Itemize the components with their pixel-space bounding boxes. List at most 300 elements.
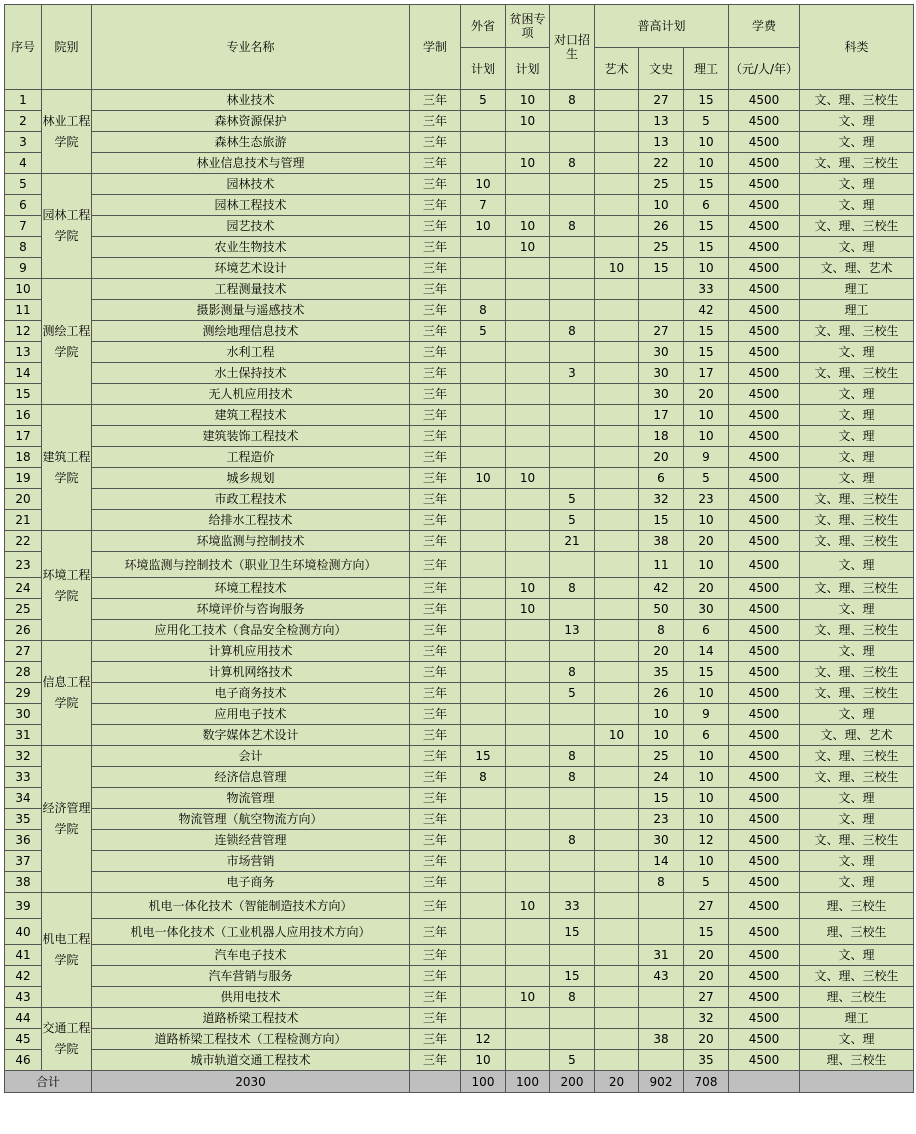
poverty-plan — [506, 966, 550, 987]
liberal-plan: 38 — [639, 531, 684, 552]
counterpart-plan — [550, 342, 595, 363]
duration: 三年 — [410, 1008, 461, 1029]
subject: 理、三校生 — [800, 893, 914, 919]
fee: 4500 — [729, 725, 800, 746]
fee: 4500 — [729, 342, 800, 363]
liberal-plan: 32 — [639, 489, 684, 510]
liberal-plan: 15 — [639, 788, 684, 809]
art-plan — [595, 132, 639, 153]
college-name: 环境工程学院 — [42, 531, 92, 641]
row-no: 35 — [5, 809, 42, 830]
out-province-plan — [461, 510, 506, 531]
poverty-plan — [506, 746, 550, 767]
row-no: 40 — [5, 919, 42, 945]
science-plan: 20 — [684, 531, 729, 552]
total-out-province: 100 — [461, 1071, 506, 1093]
table-row — [5, 258, 914, 279]
counterpart-plan: 33 — [550, 893, 595, 919]
out-province-plan — [461, 966, 506, 987]
out-province-plan — [461, 919, 506, 945]
poverty-plan — [506, 174, 550, 195]
major-name: 林业技术 — [92, 90, 410, 111]
subject: 理工 — [800, 279, 914, 300]
college-name: 林业工程学院 — [42, 90, 92, 174]
out-province-plan: 10 — [461, 216, 506, 237]
subject: 文、理、三校生 — [800, 683, 914, 704]
major-name: 环境监测与控制技术 — [92, 531, 410, 552]
table-row — [5, 384, 914, 405]
header-college: 院别 — [42, 5, 92, 90]
fee: 4500 — [729, 851, 800, 872]
liberal-plan: 10 — [639, 195, 684, 216]
row-no: 33 — [5, 767, 42, 788]
science-plan: 6 — [684, 620, 729, 641]
science-plan: 5 — [684, 111, 729, 132]
row-no: 27 — [5, 641, 42, 662]
liberal-plan: 11 — [639, 552, 684, 578]
poverty-plan — [506, 321, 550, 342]
liberal-plan: 10 — [639, 725, 684, 746]
science-plan: 20 — [684, 945, 729, 966]
fee: 4500 — [729, 620, 800, 641]
science-plan: 10 — [684, 153, 729, 174]
fee: 4500 — [729, 300, 800, 321]
header-science: 理工 — [684, 48, 729, 90]
duration: 三年 — [410, 662, 461, 683]
subject: 文、理 — [800, 468, 914, 489]
duration: 三年 — [410, 489, 461, 510]
science-plan: 15 — [684, 342, 729, 363]
art-plan — [595, 704, 639, 725]
major-name: 水土保持技术 — [92, 363, 410, 384]
art-plan — [595, 1008, 639, 1029]
college-name: 建筑工程学院 — [42, 405, 92, 531]
fee: 4500 — [729, 405, 800, 426]
total-counterpart: 200 — [550, 1071, 595, 1093]
college-name: 测绘工程学院 — [42, 279, 92, 405]
duration: 三年 — [410, 405, 461, 426]
science-plan: 6 — [684, 195, 729, 216]
row-no: 2 — [5, 111, 42, 132]
out-province-plan — [461, 279, 506, 300]
duration: 三年 — [410, 620, 461, 641]
header-fee: 学费 — [729, 5, 800, 48]
counterpart-plan: 13 — [550, 620, 595, 641]
counterpart-plan: 5 — [550, 510, 595, 531]
liberal-plan: 18 — [639, 426, 684, 447]
fee: 4500 — [729, 363, 800, 384]
poverty-plan — [506, 641, 550, 662]
subject: 文、理、三校生 — [800, 90, 914, 111]
duration: 三年 — [410, 426, 461, 447]
liberal-plan: 14 — [639, 851, 684, 872]
major-name: 工程造价 — [92, 447, 410, 468]
out-province-plan — [461, 552, 506, 578]
poverty-plan — [506, 1050, 550, 1071]
fee: 4500 — [729, 683, 800, 704]
subject: 文、理 — [800, 384, 914, 405]
subject: 文、理、三校生 — [800, 531, 914, 552]
row-no: 5 — [5, 174, 42, 195]
row-no: 46 — [5, 1050, 42, 1071]
header-liberal: 文史 — [639, 48, 684, 90]
fee: 4500 — [729, 384, 800, 405]
header-major: 专业名称 — [92, 5, 410, 90]
counterpart-plan — [550, 945, 595, 966]
header-subject: 科类 — [800, 5, 914, 90]
poverty-plan — [506, 662, 550, 683]
art-plan — [595, 90, 639, 111]
table-row — [5, 872, 914, 893]
total-subject — [800, 1071, 914, 1093]
poverty-plan — [506, 788, 550, 809]
subject: 理工 — [800, 300, 914, 321]
liberal-plan — [639, 300, 684, 321]
out-province-plan: 10 — [461, 1050, 506, 1071]
major-name: 环境艺术设计 — [92, 258, 410, 279]
major-name: 经济信息管理 — [92, 767, 410, 788]
out-province-plan: 5 — [461, 90, 506, 111]
fee: 4500 — [729, 447, 800, 468]
fee: 4500 — [729, 872, 800, 893]
poverty-plan: 10 — [506, 468, 550, 489]
fee: 4500 — [729, 153, 800, 174]
row-no: 32 — [5, 746, 42, 767]
row-no: 24 — [5, 578, 42, 599]
duration: 三年 — [410, 872, 461, 893]
row-no: 13 — [5, 342, 42, 363]
subject: 文、理 — [800, 599, 914, 620]
table-row — [5, 468, 914, 489]
subject: 文、理、三校生 — [800, 216, 914, 237]
total-major: 2030 — [92, 1071, 410, 1093]
counterpart-plan — [550, 1029, 595, 1050]
duration: 三年 — [410, 552, 461, 578]
art-plan — [595, 1029, 639, 1050]
art-plan — [595, 662, 639, 683]
art-plan — [595, 746, 639, 767]
row-no: 43 — [5, 987, 42, 1008]
out-province-plan — [461, 788, 506, 809]
counterpart-plan — [550, 258, 595, 279]
poverty-plan — [506, 132, 550, 153]
row-no: 26 — [5, 620, 42, 641]
subject: 文、理 — [800, 447, 914, 468]
row-no: 29 — [5, 683, 42, 704]
table-row — [5, 174, 914, 195]
table-row — [5, 704, 914, 725]
counterpart-plan: 8 — [550, 216, 595, 237]
out-province-plan — [461, 704, 506, 725]
subject: 文、理 — [800, 342, 914, 363]
science-plan: 15 — [684, 174, 729, 195]
duration: 三年 — [410, 384, 461, 405]
science-plan: 15 — [684, 216, 729, 237]
duration: 三年 — [410, 258, 461, 279]
counterpart-plan — [550, 704, 595, 725]
major-name: 环境评价与咨询服务 — [92, 599, 410, 620]
subject: 文、理、艺术 — [800, 258, 914, 279]
out-province-plan — [461, 342, 506, 363]
row-no: 12 — [5, 321, 42, 342]
art-plan — [595, 489, 639, 510]
duration: 三年 — [410, 641, 461, 662]
college-name: 信息工程学院 — [42, 641, 92, 746]
header-out-province: 外省 — [461, 5, 506, 48]
poverty-plan: 10 — [506, 987, 550, 1008]
poverty-plan — [506, 725, 550, 746]
row-no: 17 — [5, 426, 42, 447]
fee: 4500 — [729, 258, 800, 279]
fee: 4500 — [729, 321, 800, 342]
row-no: 8 — [5, 237, 42, 258]
subject: 文、理、三校生 — [800, 363, 914, 384]
row-no: 30 — [5, 704, 42, 725]
major-name: 机电一体化技术（智能制造技术方向） — [92, 893, 410, 919]
duration: 三年 — [410, 216, 461, 237]
table-row — [5, 363, 914, 384]
row-no: 9 — [5, 258, 42, 279]
college-name: 经济管理学院 — [42, 746, 92, 893]
table-row — [5, 1050, 914, 1071]
art-plan — [595, 872, 639, 893]
counterpart-plan — [550, 725, 595, 746]
liberal-plan: 50 — [639, 599, 684, 620]
fee: 4500 — [729, 1050, 800, 1071]
fee: 4500 — [729, 578, 800, 599]
out-province-plan — [461, 987, 506, 1008]
science-plan: 9 — [684, 447, 729, 468]
fee: 4500 — [729, 237, 800, 258]
subject: 理、三校生 — [800, 987, 914, 1008]
counterpart-plan — [550, 405, 595, 426]
poverty-plan — [506, 531, 550, 552]
liberal-plan: 20 — [639, 641, 684, 662]
table-row — [5, 966, 914, 987]
liberal-plan: 8 — [639, 872, 684, 893]
art-plan — [595, 405, 639, 426]
counterpart-plan — [550, 641, 595, 662]
fee: 4500 — [729, 893, 800, 919]
duration: 三年 — [410, 893, 461, 919]
subject: 文、理 — [800, 1029, 914, 1050]
art-plan — [595, 788, 639, 809]
poverty-plan — [506, 489, 550, 510]
art-plan — [595, 195, 639, 216]
science-plan: 10 — [684, 552, 729, 578]
major-name: 农业生物技术 — [92, 237, 410, 258]
art-plan — [595, 966, 639, 987]
table-row — [5, 788, 914, 809]
total-science: 708 — [684, 1071, 729, 1093]
duration: 三年 — [410, 510, 461, 531]
liberal-plan: 42 — [639, 578, 684, 599]
out-province-plan — [461, 405, 506, 426]
poverty-plan — [506, 342, 550, 363]
duration: 三年 — [410, 725, 461, 746]
table-row — [5, 90, 914, 111]
major-name: 汽车营销与服务 — [92, 966, 410, 987]
table-body — [5, 90, 914, 1071]
liberal-plan: 35 — [639, 662, 684, 683]
major-name: 无人机应用技术 — [92, 384, 410, 405]
major-name: 给排水工程技术 — [92, 510, 410, 531]
counterpart-plan — [550, 447, 595, 468]
major-name: 机电一体化技术（工业机器人应用技术方向） — [92, 919, 410, 945]
fee: 4500 — [729, 426, 800, 447]
out-province-plan — [461, 945, 506, 966]
poverty-plan: 10 — [506, 90, 550, 111]
liberal-plan: 38 — [639, 1029, 684, 1050]
science-plan: 10 — [684, 683, 729, 704]
fee: 4500 — [729, 599, 800, 620]
art-plan — [595, 468, 639, 489]
row-no: 45 — [5, 1029, 42, 1050]
art-plan — [595, 987, 639, 1008]
poverty-plan — [506, 830, 550, 851]
duration: 三年 — [410, 132, 461, 153]
art-plan — [595, 384, 639, 405]
counterpart-plan: 3 — [550, 363, 595, 384]
science-plan: 20 — [684, 578, 729, 599]
duration: 三年 — [410, 468, 461, 489]
fee: 4500 — [729, 809, 800, 830]
table-row — [5, 552, 914, 578]
out-province-plan — [461, 1008, 506, 1029]
science-plan: 15 — [684, 321, 729, 342]
table-row — [5, 342, 914, 363]
subject: 文、理 — [800, 851, 914, 872]
liberal-plan — [639, 1050, 684, 1071]
row-no: 3 — [5, 132, 42, 153]
counterpart-plan: 5 — [550, 1050, 595, 1071]
out-province-plan — [461, 809, 506, 830]
counterpart-plan — [550, 1008, 595, 1029]
college-name: 机电工程学院 — [42, 893, 92, 1008]
subject: 文、理、艺术 — [800, 725, 914, 746]
duration: 三年 — [410, 153, 461, 174]
duration: 三年 — [410, 237, 461, 258]
fee: 4500 — [729, 111, 800, 132]
college-name: 园林工程学院 — [42, 174, 92, 279]
table-row — [5, 279, 914, 300]
duration: 三年 — [410, 111, 461, 132]
major-name: 应用化工技术（食品安全检测方向） — [92, 620, 410, 641]
fee: 4500 — [729, 987, 800, 1008]
major-name: 摄影测量与遥感技术 — [92, 300, 410, 321]
table-row — [5, 919, 914, 945]
science-plan: 10 — [684, 851, 729, 872]
out-province-plan — [461, 725, 506, 746]
major-name: 城乡规划 — [92, 468, 410, 489]
row-no: 25 — [5, 599, 42, 620]
fee: 4500 — [729, 662, 800, 683]
out-province-plan — [461, 426, 506, 447]
out-province-plan — [461, 258, 506, 279]
header-row-1 — [5, 5, 914, 48]
header-duration: 学制 — [410, 5, 461, 90]
out-province-plan — [461, 641, 506, 662]
liberal-plan: 10 — [639, 704, 684, 725]
liberal-plan: 23 — [639, 809, 684, 830]
counterpart-plan: 8 — [550, 578, 595, 599]
out-province-plan — [461, 683, 506, 704]
duration: 三年 — [410, 1050, 461, 1071]
out-province-plan: 8 — [461, 767, 506, 788]
subject: 文、理 — [800, 788, 914, 809]
poverty-plan: 10 — [506, 893, 550, 919]
row-no: 19 — [5, 468, 42, 489]
subject: 文、理、三校生 — [800, 746, 914, 767]
table-row — [5, 809, 914, 830]
liberal-plan: 24 — [639, 767, 684, 788]
subject: 文、理 — [800, 552, 914, 578]
out-province-plan: 15 — [461, 746, 506, 767]
liberal-plan: 30 — [639, 363, 684, 384]
table-row — [5, 851, 914, 872]
table-row — [5, 725, 914, 746]
major-name: 园林技术 — [92, 174, 410, 195]
subject: 理、三校生 — [800, 919, 914, 945]
counterpart-plan: 15 — [550, 966, 595, 987]
counterpart-plan — [550, 279, 595, 300]
out-province-plan — [461, 384, 506, 405]
fee: 4500 — [729, 1008, 800, 1029]
poverty-plan — [506, 405, 550, 426]
row-no: 1 — [5, 90, 42, 111]
table-row — [5, 426, 914, 447]
poverty-plan — [506, 279, 550, 300]
major-name: 应用电子技术 — [92, 704, 410, 725]
liberal-plan — [639, 987, 684, 1008]
counterpart-plan: 8 — [550, 153, 595, 174]
table-row — [5, 746, 914, 767]
poverty-plan — [506, 872, 550, 893]
fee: 4500 — [729, 767, 800, 788]
poverty-plan — [506, 258, 550, 279]
fee: 4500 — [729, 788, 800, 809]
science-plan: 10 — [684, 510, 729, 531]
major-name: 林业信息技术与管理 — [92, 153, 410, 174]
row-no: 22 — [5, 531, 42, 552]
row-no: 34 — [5, 788, 42, 809]
table-row — [5, 111, 914, 132]
counterpart-plan — [550, 237, 595, 258]
out-province-plan: 7 — [461, 195, 506, 216]
counterpart-plan: 21 — [550, 531, 595, 552]
poverty-plan — [506, 809, 550, 830]
major-name: 建筑工程技术 — [92, 405, 410, 426]
out-province-plan — [461, 578, 506, 599]
subject: 文、理、三校生 — [800, 321, 914, 342]
poverty-plan — [506, 767, 550, 788]
art-plan: 10 — [595, 258, 639, 279]
duration: 三年 — [410, 90, 461, 111]
table-row — [5, 447, 914, 468]
duration: 三年 — [410, 919, 461, 945]
duration: 三年 — [410, 746, 461, 767]
row-no: 7 — [5, 216, 42, 237]
subject: 文、理 — [800, 872, 914, 893]
total-duration — [410, 1071, 461, 1093]
out-province-plan — [461, 851, 506, 872]
counterpart-plan: 8 — [550, 662, 595, 683]
poverty-plan — [506, 300, 550, 321]
art-plan — [595, 767, 639, 788]
row-no: 36 — [5, 830, 42, 851]
counterpart-plan — [550, 195, 595, 216]
major-name: 道路桥梁工程技术 — [92, 1008, 410, 1029]
